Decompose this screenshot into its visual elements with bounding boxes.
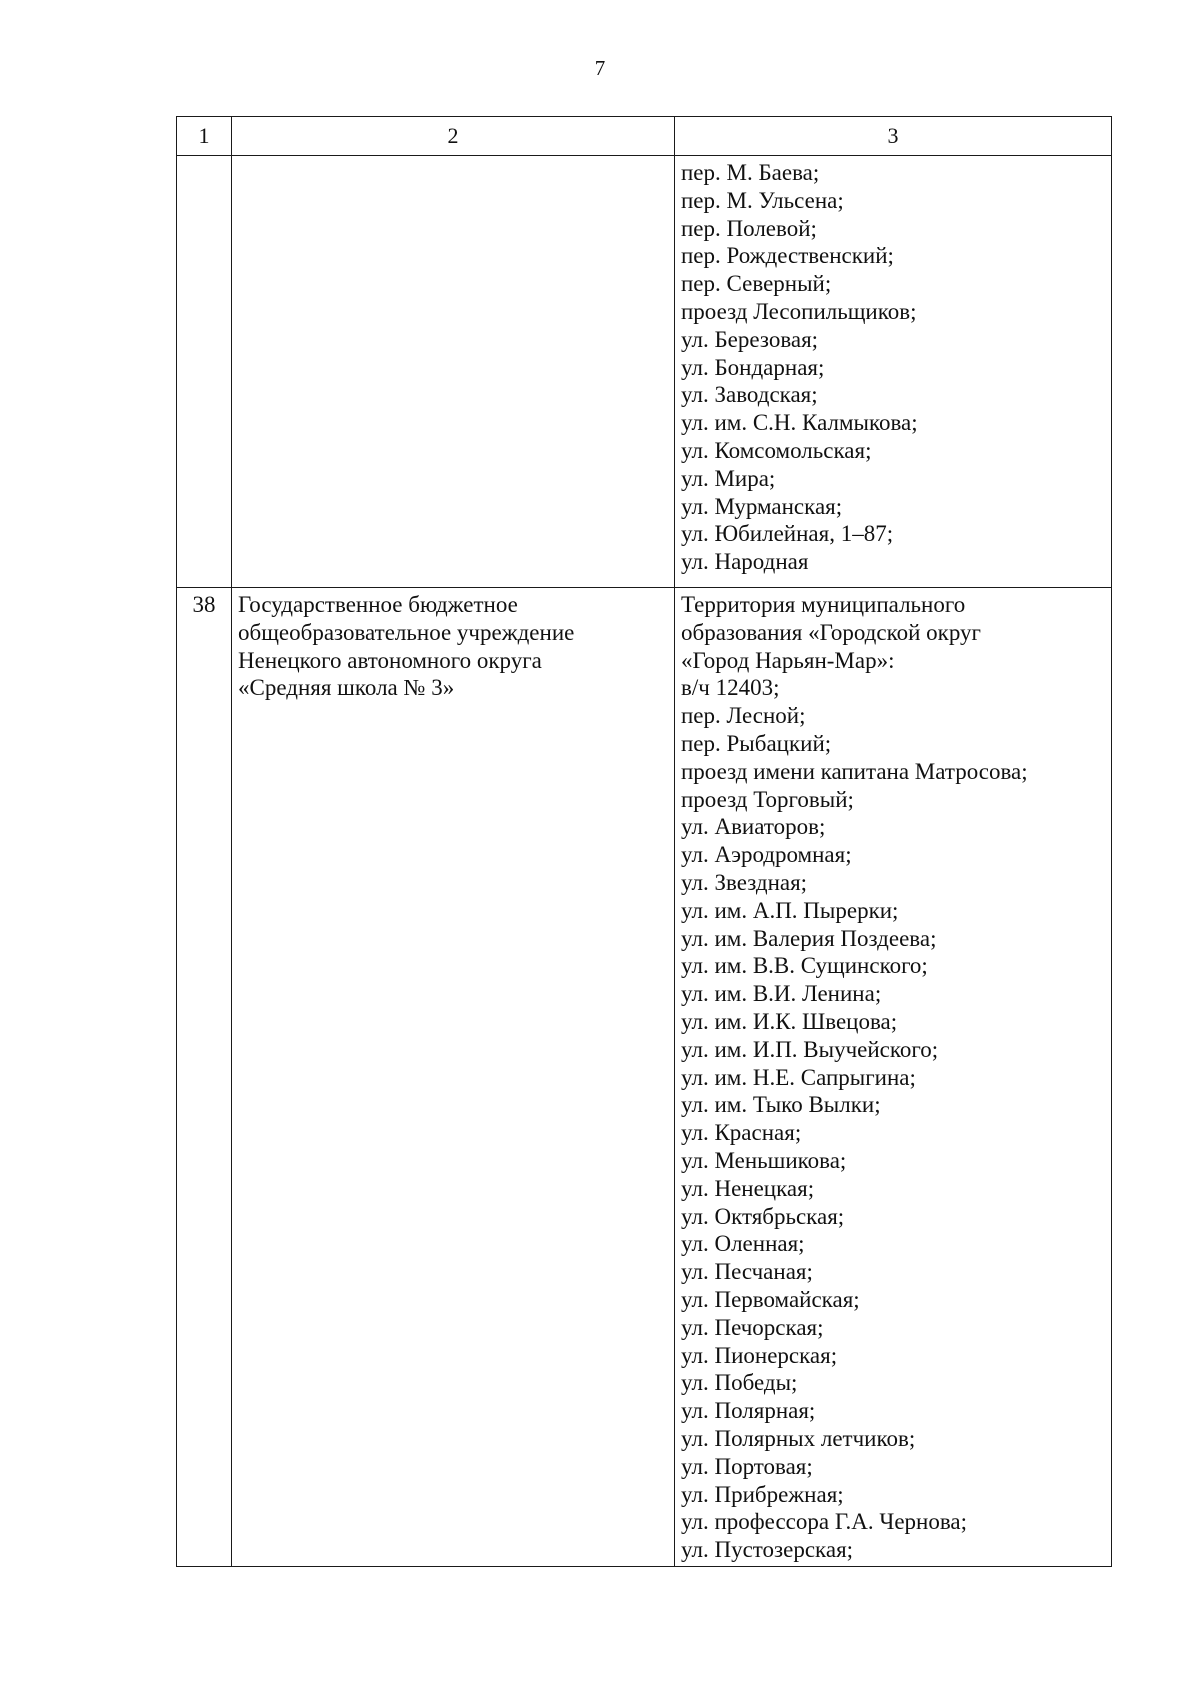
territory-line: ул. Портовая; [681,1453,813,1479]
territory-line: ул. Пустозерская; [681,1537,854,1563]
territory-line: ул. Красная; [681,1120,802,1146]
row-number-cell: 38 [177,588,232,1567]
territory-line: ул. им. В.И. Ленина; [681,981,882,1007]
header-row [177,117,1112,156]
territory-cell [675,588,1112,1567]
table-header [177,117,1112,156]
territory-line: ул. Ненецкая; [681,1175,815,1201]
territory-line: проезд Торговый; [681,786,854,812]
territory-line: пер. Северный; [681,271,832,297]
territory-line: ул. Мира; [681,465,776,491]
organization-cell [232,588,675,1567]
territory-line: ул. Пионерская; [681,1342,838,1368]
territory-line: ул. им. Тыко Вылки; [681,1092,881,1118]
organization-line: «Средняя школа № 3» [238,675,455,701]
territory-line: ул. Первомайская; [681,1286,860,1312]
territory-line: ул. Комсомольская; [681,437,872,463]
territory-line: ул. Заводская; [681,382,818,408]
territory-line: ул. им. В.В. Сущинского; [681,953,928,979]
territory-line: ул. Березовая; [681,326,819,352]
column-header-2: 2 [232,117,675,156]
territory-line: пер. Лесной; [681,703,806,729]
territory-line: ул. Бондарная; [681,354,825,380]
territory-line: ул. им. И.К. Швецова; [681,1008,898,1034]
territory-line: проезд Лесопильщиков; [681,298,917,324]
territory-line: ул. Меньшикова; [681,1147,847,1173]
territory-line: ул. Октябрьская; [681,1203,845,1229]
territory-line: Территория муниципального [681,592,966,617]
page-number: 7 [594,56,606,80]
territory-line: «Город Нарьян-Мар»: [681,647,895,673]
territory-line: ул. Аэродромная; [681,842,852,868]
territory-line: ул. Печорская; [681,1314,824,1340]
territory-cell [675,156,1112,588]
territory-line: пер. Полевой; [681,215,817,241]
territory-line: ул. профессора Г.А. Чернова; [681,1509,968,1535]
column-header-3: 3 [675,117,1112,156]
territory-line: ул. Полярных летчиков; [681,1425,916,1451]
row-number-cell [177,156,232,588]
territory-line: пер. М. Ульсена; [681,187,844,213]
territory-line: ул. им. С.Н. Калмыкова; [681,410,918,436]
territory-line: ул. Мурманская; [681,493,843,519]
territory-line: ул. Народная [681,549,809,575]
organization-line: Ненецкого автономного округа [238,647,542,673]
territory-line: ул. им. Н.Е. Сапрыгина; [681,1064,916,1090]
territory-line: образования «Городской округ [681,619,981,645]
table-row [177,588,1112,1567]
territory-line: ул. Прибрежная; [681,1481,844,1507]
territory-line: в/ч 12403; [681,675,780,701]
territory-line: ул. Оленная; [681,1231,805,1257]
territory-line: ул. Звездная; [681,869,808,895]
territory-line: пер. М. Баева; [681,160,820,185]
column-header-1: 1 [177,117,232,156]
territory-line: ул. Песчаная; [681,1259,813,1285]
territory-line: пер. Рыбацкий; [681,730,832,756]
territory-line: ул. им. Валерия Поздеева; [681,925,937,951]
organization-line: Государственное бюджетное [238,592,518,617]
territory-line: проезд имени капитана Матросова; [681,758,1028,784]
organization-line: общеобразовательное учреждение [238,619,575,645]
territory-line: ул. им. А.П. Пырерки; [681,897,899,923]
organization-cell [232,156,675,588]
territory-line: ул. Юбилейная, 1–87; [681,521,894,547]
table-row [177,156,1112,588]
assignment-table [176,116,1112,1567]
territory-line: пер. Рождественский; [681,243,894,269]
territory-line: ул. Победы; [681,1370,798,1396]
territory-line: ул. им. И.П. Выучейского; [681,1036,939,1062]
territory-line: ул. Полярная; [681,1398,816,1424]
territory-line: ул. Авиаторов; [681,814,826,840]
